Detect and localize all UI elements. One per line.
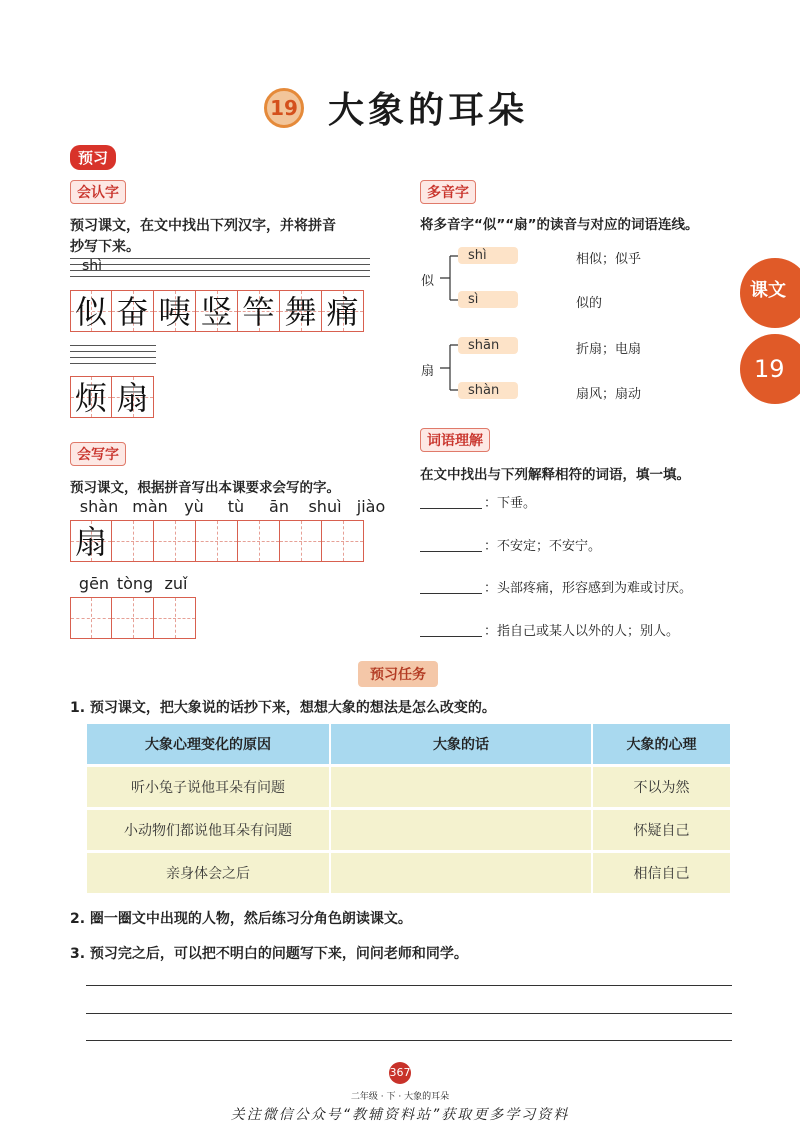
table-cell: 听小兔子说他耳朵有问题 bbox=[87, 766, 330, 809]
vocab-instruction: 在文中找出与下列解释相符的词语，填一填。 bbox=[420, 467, 690, 483]
polyphone-char-shan: 扇 bbox=[421, 364, 435, 379]
page-title: 大象的耳朵 bbox=[328, 89, 529, 131]
table-row bbox=[87, 852, 731, 894]
answer-cell[interactable] bbox=[330, 766, 592, 809]
side-tab-lesson[interactable]: 课文 bbox=[740, 258, 800, 328]
table-header: 大象的话 bbox=[330, 724, 592, 766]
char-cell: 舞 bbox=[280, 290, 322, 332]
recognize-instruction-1: 预习课文，在文中找出下列汉字，并将拼音 bbox=[70, 218, 336, 234]
answer-cell[interactable] bbox=[330, 809, 592, 852]
table-header: 大象心理变化的原因 bbox=[87, 724, 330, 766]
vocab-blank[interactable] bbox=[420, 492, 482, 509]
polyphone-instruction: 将多音字“似”“扇”的读音与对应的词语连线。 bbox=[420, 217, 699, 233]
vocab-blank[interactable] bbox=[420, 577, 482, 594]
polyphone-word[interactable]: 扇风；扇动 bbox=[576, 387, 642, 402]
table-cell: 亲身体会之后 bbox=[87, 852, 330, 894]
recognize-instruction-2: 抄写下来。 bbox=[70, 239, 140, 255]
table-cell: 怀疑自己 bbox=[592, 809, 731, 852]
task-1: 1. 预习课文，把大象说的话抄下来，想想大象的想法是怎么改变的。 bbox=[70, 700, 496, 716]
psychology-table bbox=[87, 724, 732, 893]
char-cell: 奋 bbox=[112, 290, 154, 332]
page-number: 367 bbox=[389, 1062, 411, 1084]
table-cell: 不以为然 bbox=[592, 766, 731, 809]
vocab-definition: ：指自己或某人以外的人；别人。 bbox=[484, 624, 680, 639]
vocab-definition: ：头部疼痛，形容感到为难或讨厌。 bbox=[484, 581, 693, 596]
writing-line[interactable] bbox=[86, 1013, 732, 1014]
example-pinyin: shì bbox=[82, 258, 103, 274]
task-2: 2. 圈一圈文中出现的人物，然后练习分角色朗读课文。 bbox=[70, 911, 412, 927]
char-cell: 扇 bbox=[112, 376, 154, 418]
side-tab-number[interactable]: 19 bbox=[740, 334, 800, 404]
char-cell: 竖 bbox=[196, 290, 238, 332]
char-cell: 咦 bbox=[154, 290, 196, 332]
char-cell: 烦 bbox=[70, 376, 112, 418]
lesson-number-badge: 19 bbox=[264, 88, 304, 128]
vocab-heading: 词语理解 bbox=[420, 428, 490, 452]
write-cell[interactable]: 扇 bbox=[70, 520, 112, 562]
polyphone-heading: 多音字 bbox=[420, 180, 476, 204]
vocab-definition: ：不安定；不安宁。 bbox=[484, 539, 602, 554]
table-cell: 小动物们都说他耳朵有问题 bbox=[87, 809, 330, 852]
vocab-blank[interactable] bbox=[420, 535, 482, 552]
write-pinyin-row2: gēn tòng zuǐ bbox=[78, 574, 188, 593]
reading-pill[interactable]: shān bbox=[458, 337, 518, 354]
char-cell: 似 bbox=[70, 290, 112, 332]
vocab-blank[interactable] bbox=[420, 620, 482, 637]
write-instruction: 预习课文，根据拼音写出本课要求会写的字。 bbox=[70, 480, 340, 496]
table-header-row bbox=[87, 724, 731, 766]
tasks-heading: 预习任务 bbox=[358, 661, 438, 687]
reading-pill[interactable]: sì bbox=[458, 291, 518, 308]
polyphone-char-si: 似 bbox=[421, 274, 435, 289]
write-pinyin-row1: shàn màn yù tù ān shuì jiào bbox=[79, 497, 386, 516]
running-title: 二年级 · 下 · 大象的耳朵 bbox=[350, 1092, 450, 1102]
char-cell: 竿 bbox=[238, 290, 280, 332]
polyphone-word[interactable]: 相似；似乎 bbox=[576, 252, 642, 267]
reading-pill[interactable]: shì bbox=[458, 247, 518, 264]
reading-pill[interactable]: shàn bbox=[458, 382, 518, 399]
table-row bbox=[87, 809, 731, 852]
polyphone-word[interactable]: 似的 bbox=[576, 296, 603, 311]
writing-line[interactable] bbox=[86, 985, 732, 986]
recognize-heading: 会认字 bbox=[70, 180, 126, 204]
vocab-definition: ：下垂。 bbox=[484, 496, 537, 511]
answer-cell[interactable] bbox=[330, 852, 592, 894]
table-header: 大象的心理 bbox=[592, 724, 731, 766]
writing-line[interactable] bbox=[86, 1040, 732, 1041]
preview-tag: 预习 bbox=[70, 145, 116, 170]
watermark: 关注微信公众号“教辅资料站”获取更多学习资料 bbox=[230, 1107, 570, 1123]
table-cell: 相信自己 bbox=[592, 852, 731, 894]
table-row bbox=[87, 766, 731, 809]
write-heading: 会写字 bbox=[70, 442, 126, 466]
task-3: 3. 预习完之后，可以把不明白的问题写下来，问问老师和同学。 bbox=[70, 946, 468, 962]
polyphone-word[interactable]: 折扇；电扇 bbox=[576, 342, 642, 357]
char-cell: 痛 bbox=[322, 290, 364, 332]
